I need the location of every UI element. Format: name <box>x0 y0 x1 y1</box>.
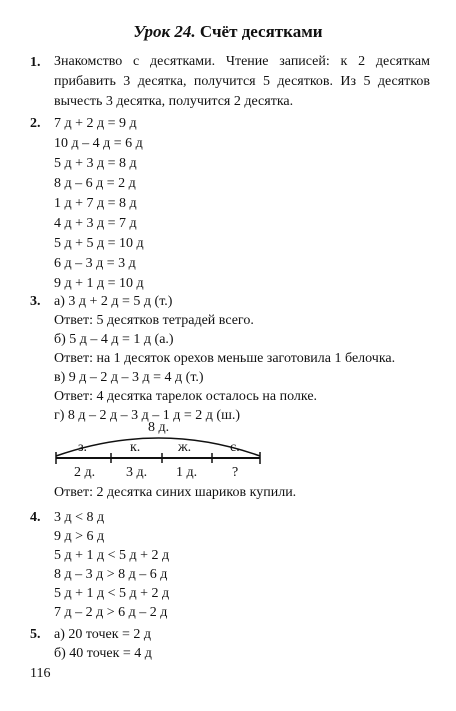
diagram-top-label: з. <box>78 440 88 455</box>
task-2-line: 1 д + 7 д = 8 д <box>54 196 137 211</box>
task-3-line: в) 9 д – 2 д – 3 д = 4 д (т.) <box>54 370 204 385</box>
task-3-line: а) 3 д + 2 д = 5 д (т.) <box>54 294 173 309</box>
lesson-topic: Счёт десятками <box>199 22 323 41</box>
task-5-number: 5. <box>30 627 41 642</box>
task-4-line: 5 д + 1 д < 5 д + 2 д <box>54 548 170 563</box>
task-2-number: 2. <box>30 116 41 131</box>
segment-diagram <box>52 412 267 482</box>
diagram-total-label: 8 д. <box>148 420 170 435</box>
task-3-answer: Ответ: 5 десятков тетрадей всего. <box>54 313 254 328</box>
task-4-number: 4. <box>30 510 41 525</box>
task-4-line: 3 д < 8 д <box>54 510 105 525</box>
task-3-answer: Ответ: 4 десятка тарелок осталось на полке. <box>54 389 318 404</box>
lesson-number: Урок 24. <box>133 22 196 41</box>
diagram-bottom-label: 3 д. <box>126 465 148 480</box>
diagram-top-label: к. <box>130 440 141 455</box>
task-3-line: г) 8 д – 2 д – 3 д – 1 д = 2 д (ш.) <box>54 408 241 423</box>
task-2-line: 7 д + 2 д = 9 д <box>54 116 137 131</box>
task-4-line: 7 д – 2 д > 6 д – 2 д <box>54 605 168 620</box>
task-1-text: Знакомство с десятками. Чтение записей: к 2 десяткам прибавить 3 десятка, получится 5 десятков. Из 5 десятков вычесть 3 десятка, получится 2 десятка. <box>54 54 430 109</box>
task-3-answer: Ответ: 2 десятка синих шариков купили. <box>54 485 297 500</box>
diagram-bottom-label: 2 д. <box>74 465 96 480</box>
task-3-line: б) 5 д – 4 д = 1 д (а.) <box>54 332 174 347</box>
task-5-line: б) 40 точек = 4 д <box>54 646 152 661</box>
diagram-top-label: ж. <box>178 440 192 455</box>
task-4-line: 8 д – 3 д > 8 д – 6 д <box>54 567 168 582</box>
task-5-line: а) 20 точек = 2 д <box>54 627 152 642</box>
task-4-line: 5 д + 1 д < 5 д + 2 д <box>54 586 170 601</box>
diagram-top-label: с. <box>230 440 240 455</box>
diagram-bottom-label: 1 д. <box>176 465 198 480</box>
task-1-number: 1. <box>30 55 41 70</box>
task-2-line: 10 д – 4 д = 6 д <box>54 136 143 151</box>
task-3-answer: Ответ: на 1 десяток орехов меньше заготовила 1 белочка. <box>54 351 396 366</box>
lesson-title <box>0 22 456 42</box>
task-2-line: 5 д + 3 д = 8 д <box>54 156 137 171</box>
task-4-line: 9 д > 6 д <box>54 529 105 544</box>
task-2-line: 6 д – 3 д = 3 д <box>54 256 136 271</box>
task-2-line: 8 д – 6 д = 2 д <box>54 176 136 191</box>
page-number: 116 <box>30 666 51 681</box>
task-3-number: 3. <box>30 294 41 309</box>
task-2-line: 4 д + 3 д = 7 д <box>54 216 137 231</box>
task-2-line: 9 д + 1 д = 10 д <box>54 276 144 291</box>
task-2-line: 5 д + 5 д = 10 д <box>54 236 144 251</box>
diagram-bottom-label: ? <box>232 465 239 480</box>
